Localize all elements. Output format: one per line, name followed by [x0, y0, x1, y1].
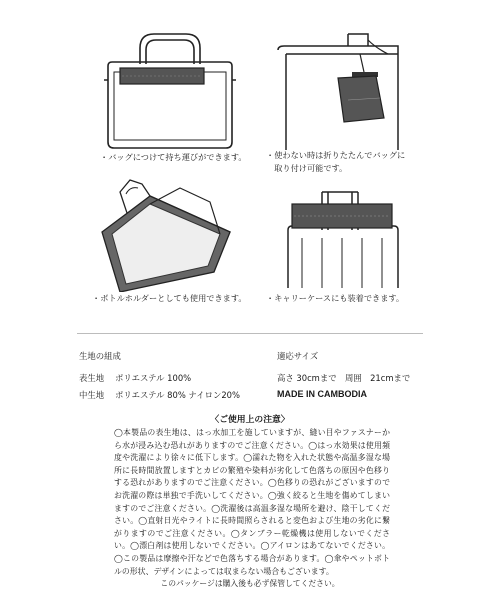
caption-bottle: ・ボトルホルダーとしても使用できます。 — [92, 293, 247, 303]
size-value: 高さ 30cmまで 周囲 21cmまで — [277, 373, 411, 383]
section-divider — [77, 333, 423, 334]
outer-fabric-value: ポリエステル 100% — [115, 373, 192, 383]
caption-folded-line2: 取り付け可能です。 — [266, 163, 348, 173]
size-heading: 適応サイズ — [277, 351, 319, 361]
outer-fabric-label: 表生地 — [79, 373, 105, 383]
notes-title: 〈ご使用上の注意〉 — [210, 415, 290, 425]
caption-suitcase: ・キャリーケースにも装着できます。 — [266, 293, 405, 303]
illustration-folded — [268, 26, 408, 151]
illustration-bag — [100, 28, 240, 153]
footer-note: このパッケージは購入後も必ず保管してください。 — [160, 579, 340, 588]
notes-body: ◯本製品の表生地は、はっ水加工を施していますが、縫い目やファスナーから水が浸み込む恐れがありますのでご注意ください。◯はっ水効果は使用頻度や洗濯により徐々に低下します。◯濡れた物を入れた状態や高温多湿な場所に長時間放置しますとカビの繁殖や染料が劣化して色落ちの原因や色移りする恐れがありますのでご注意ください。◯色移りの恐れがございますのでお洗濯の際は単独で手洗いしてください。◯強く絞ると生地を傷めてしまいますのでご注意ください。◯洗濯後は高温多湿な場所を避け、陰干してください。◯直射日光やライトに長時間照らされると変色および生地の劣化に繋がりますのでご注意ください。◯タンブラー乾燥機は使用しないでください。◯漂白剤は使用しないでください。◯アイロンはあてないでください。◯この製品は摩擦や汗などで色落ちする場合があります。◯傘やペットボトルの形状、デザインによっては収まらない場合もございます。 — [114, 428, 390, 576]
caption-folded-line1: ・使わない時は折りたたんでバッグに — [266, 150, 406, 160]
caption-folded — [266, 149, 426, 175]
illustration-suitcase — [278, 190, 408, 290]
illustration-bottle — [90, 172, 240, 292]
middle-fabric-value: ポリエステル 80% ナイロン20% — [115, 390, 240, 400]
middle-fabric-label: 中生地 — [79, 390, 105, 400]
made-in: MADE IN CAMBODIA — [277, 389, 367, 399]
fabric-heading: 生地の組成 — [79, 351, 121, 361]
caption-bag: ・バッグにつけて持ち運びができます。 — [100, 152, 247, 162]
